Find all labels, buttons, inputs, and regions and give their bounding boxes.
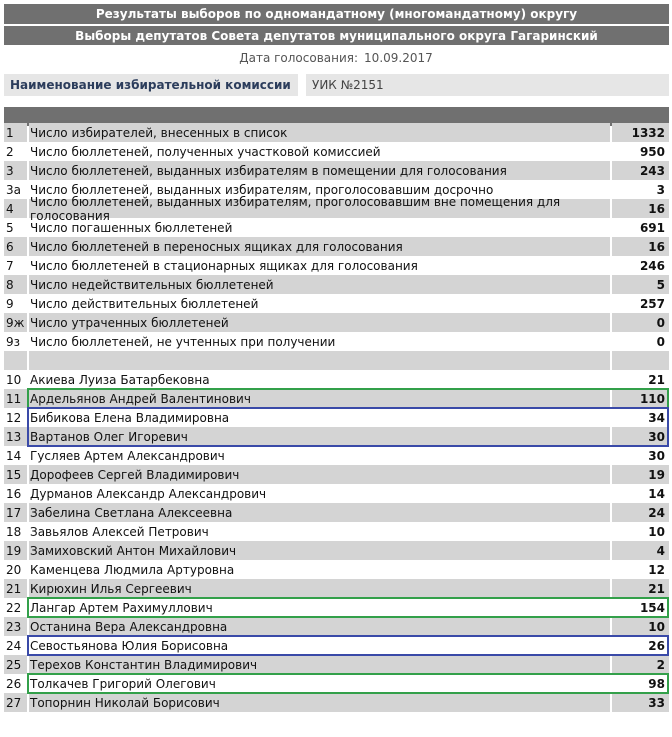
row-value: 19 bbox=[612, 465, 669, 484]
table-row bbox=[4, 617, 669, 636]
commission-value: УИК №2151 bbox=[306, 74, 669, 96]
row-value: 33 bbox=[612, 693, 669, 712]
voting-date-value: 10.09.2017 bbox=[364, 51, 433, 65]
row-value: 691 bbox=[639, 220, 665, 235]
row-number: 4 bbox=[4, 199, 27, 218]
row-value: 5 bbox=[612, 275, 669, 294]
row-value: 24 bbox=[612, 503, 669, 522]
row-value: 243 bbox=[612, 161, 669, 180]
row-number: 25 bbox=[4, 655, 27, 674]
row-label: Число бюллетеней, выданных избирателям, проголосовавшим досрочно bbox=[30, 182, 494, 197]
row-value: 10 bbox=[612, 617, 669, 636]
row-number: 27 bbox=[4, 693, 27, 712]
row-label: Дорофеев Сергей Владимирович bbox=[29, 465, 610, 484]
row-value: 4 bbox=[612, 541, 669, 560]
row-value: 2 bbox=[612, 655, 669, 674]
row-number: 14 bbox=[6, 448, 22, 463]
table-row bbox=[4, 598, 669, 617]
table-row bbox=[4, 655, 669, 674]
row-label: Ардельянов Андрей Валентинович bbox=[29, 389, 610, 408]
row-label: Терехов Константин Владимирович bbox=[29, 655, 610, 674]
separator-cell bbox=[612, 351, 669, 370]
row-label: Гусляев Артем Александрович bbox=[30, 448, 225, 463]
row-number: 10 bbox=[6, 372, 22, 387]
table-row bbox=[4, 332, 669, 351]
page-title: Результаты выборов по одномандатному (многомандатному) округу bbox=[4, 4, 669, 24]
table-row bbox=[4, 560, 669, 579]
table-row bbox=[4, 194, 669, 223]
row-value: 21 bbox=[648, 372, 665, 387]
table-row bbox=[4, 123, 669, 142]
row-label: Толкачев Григорий Олегович bbox=[30, 676, 216, 691]
row-label: Число бюллетеней, выданных избирателям в помещении для голосования bbox=[29, 161, 610, 180]
table-row bbox=[4, 313, 669, 332]
row-value: 34 bbox=[648, 410, 665, 425]
row-label: Число избирателей, внесенных в список bbox=[29, 123, 610, 142]
row-label: Топорнин Николай Борисович bbox=[29, 693, 610, 712]
separator-cell bbox=[29, 351, 610, 370]
row-value: 257 bbox=[639, 296, 665, 311]
row-number: 20 bbox=[6, 562, 22, 577]
table-row bbox=[4, 237, 669, 256]
table-row bbox=[4, 142, 669, 161]
row-label: Завьялов Алексей Петрович bbox=[30, 524, 209, 539]
row-number: 3 bbox=[4, 161, 27, 180]
row-value: 21 bbox=[612, 579, 669, 598]
row-label: Число бюллетеней, полученных участковой комиссией bbox=[30, 144, 381, 159]
table-row bbox=[4, 370, 669, 389]
row-number: 8 bbox=[4, 275, 27, 294]
row-number: 9з bbox=[6, 334, 21, 349]
row-value: 0 bbox=[656, 334, 665, 349]
commission-row bbox=[4, 74, 669, 96]
table-row bbox=[4, 541, 669, 560]
table-row bbox=[4, 503, 669, 522]
table-row bbox=[4, 408, 669, 427]
row-value: 26 bbox=[648, 638, 665, 653]
results-table bbox=[4, 123, 669, 712]
row-value: 98 bbox=[648, 676, 665, 691]
voting-date bbox=[0, 48, 672, 68]
row-number: 7 bbox=[6, 258, 14, 273]
table-row bbox=[4, 294, 669, 313]
row-value: 246 bbox=[639, 258, 665, 273]
row-label: Число бюллетеней, выданных избирателям, проголосовавшим вне помещения для голосования bbox=[29, 199, 610, 218]
commission-gap bbox=[298, 74, 306, 96]
row-value: 16 bbox=[612, 199, 669, 218]
table-row bbox=[4, 389, 669, 408]
row-value: 14 bbox=[648, 486, 665, 501]
row-number: 9 bbox=[6, 296, 14, 311]
row-value: 12 bbox=[648, 562, 665, 577]
row-label: Замиховский Антон Михайлович bbox=[29, 541, 610, 560]
table-row bbox=[4, 484, 669, 503]
row-label: Забелина Светлана Алексеевна bbox=[29, 503, 610, 522]
results-page bbox=[0, 4, 672, 737]
table-row bbox=[4, 427, 669, 446]
table-row bbox=[4, 579, 669, 598]
table-row bbox=[4, 636, 669, 655]
row-value: 154 bbox=[639, 600, 665, 615]
row-label: Вартанов Олег Игоревич bbox=[29, 427, 610, 446]
row-label: Число недействительных бюллетеней bbox=[29, 275, 610, 294]
row-value: 30 bbox=[612, 427, 669, 446]
row-number: 18 bbox=[6, 524, 22, 539]
row-label: Акиева Луиза Батарбековна bbox=[30, 372, 210, 387]
row-label: Число бюллетеней, не учтенных при получении bbox=[30, 334, 336, 349]
row-number: 23 bbox=[4, 617, 27, 636]
row-label: Останина Вера Александровна bbox=[29, 617, 610, 636]
row-label: Число погашенных бюллетеней bbox=[30, 220, 233, 235]
row-value: 1332 bbox=[612, 123, 669, 142]
table-row bbox=[4, 446, 669, 465]
row-label: Число действительных бюллетеней bbox=[30, 296, 259, 311]
table-row bbox=[4, 256, 669, 275]
row-label: Бибикова Елена Владимировна bbox=[30, 410, 230, 425]
row-number: 21 bbox=[4, 579, 27, 598]
row-number: 26 bbox=[6, 676, 22, 691]
row-number: 12 bbox=[6, 410, 22, 425]
table-row bbox=[4, 275, 669, 294]
row-number: 5 bbox=[6, 220, 14, 235]
row-number: 17 bbox=[4, 503, 27, 522]
row-number: 6 bbox=[4, 237, 27, 256]
voting-date-label: Дата голосования: bbox=[239, 51, 359, 65]
row-number: 13 bbox=[4, 427, 27, 446]
row-number: 11 bbox=[4, 389, 27, 408]
table-row bbox=[4, 161, 669, 180]
row-value: 10 bbox=[648, 524, 665, 539]
table-row bbox=[4, 465, 669, 484]
separator-row bbox=[4, 351, 669, 370]
row-label: Число утраченных бюллетеней bbox=[29, 313, 610, 332]
row-number: 2 bbox=[6, 144, 14, 159]
table-row bbox=[4, 218, 669, 237]
row-number: 16 bbox=[6, 486, 22, 501]
table-row bbox=[4, 674, 669, 693]
row-number: 15 bbox=[4, 465, 27, 484]
table-row bbox=[4, 522, 669, 541]
row-label: Кирюхин Илья Сергеевич bbox=[29, 579, 610, 598]
row-label: Число бюллетеней в переносных ящиках для голосования bbox=[29, 237, 610, 256]
row-value: 110 bbox=[612, 389, 669, 408]
row-number: 24 bbox=[6, 638, 22, 653]
election-subtitle: Выборы депутатов Совета депутатов муниципального округа Гагаринский bbox=[4, 26, 669, 45]
row-value: 16 bbox=[612, 237, 669, 256]
row-number: 3а bbox=[6, 182, 21, 197]
row-value: 950 bbox=[639, 144, 665, 159]
row-value: 0 bbox=[612, 313, 669, 332]
separator-cell bbox=[4, 351, 27, 370]
row-value: 3 bbox=[656, 182, 665, 197]
row-number: 22 bbox=[6, 600, 22, 615]
row-value: 30 bbox=[648, 448, 665, 463]
row-number: 1 bbox=[4, 123, 27, 142]
commission-label: Наименование избирательной комиссии bbox=[4, 74, 298, 96]
table-row bbox=[4, 693, 669, 712]
row-label: Каменцева Людмила Артуровна bbox=[30, 562, 235, 577]
row-label: Дурманов Александр Александрович bbox=[30, 486, 267, 501]
row-label: Лангар Артем Рахимуллович bbox=[30, 600, 213, 615]
row-number: 19 bbox=[4, 541, 27, 560]
row-number: 9ж bbox=[4, 313, 27, 332]
row-label: Севостьянова Юлия Борисовна bbox=[30, 638, 229, 653]
row-label: Число бюллетеней в стационарных ящиках для голосования bbox=[30, 258, 418, 273]
